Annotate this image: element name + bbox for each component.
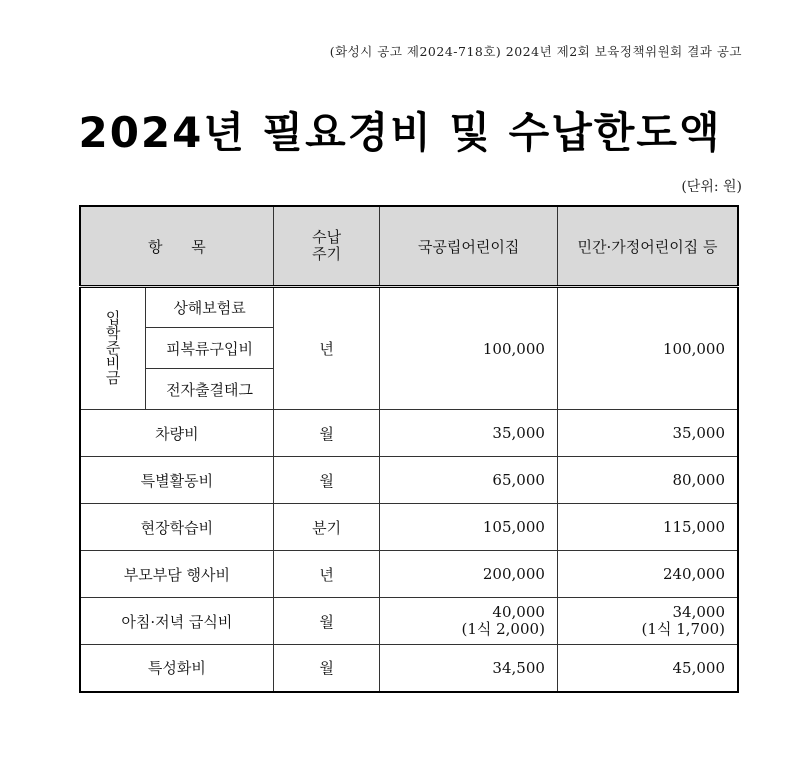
row-cycle: 분기 — [273, 504, 380, 551]
row-public — [380, 598, 558, 645]
header-public: 국공립어린이집 — [380, 206, 558, 287]
page-title: 2024년 필요경비 및 수납한도액 — [78, 108, 722, 157]
row-cycle: 월 — [273, 598, 380, 645]
row-item: 차량비 — [80, 410, 273, 457]
row-item: 현장학습비 — [80, 504, 273, 551]
header-cycle — [273, 206, 380, 287]
row-item: 특별활동비 — [80, 457, 273, 504]
table-row — [80, 551, 738, 598]
subitem-insurance: 상해보험료 — [146, 287, 274, 328]
subitem-attendance-tag: 전자출결태그 — [146, 369, 274, 410]
table-row — [80, 410, 738, 457]
row-item: 부모부담 행사비 — [80, 551, 273, 598]
table-row — [80, 645, 738, 692]
row-private — [557, 598, 738, 645]
row-private: 35,000 — [557, 410, 738, 457]
header-private: 민간·가정어린이집 등 — [557, 206, 738, 287]
notice-reference: (화성시 공고 제2024-718호) 2024년 제2회 보육정책위원회 결과 공고 — [329, 44, 742, 59]
row-public-note: (1식 2,000) — [461, 620, 545, 638]
row-public: 35,000 — [380, 410, 558, 457]
row-private-value: 34,000 — [672, 603, 725, 621]
group-label: 입 학 준 비 금 — [80, 287, 146, 410]
row-cycle: 월 — [273, 645, 380, 692]
group-private: 100,000 — [557, 287, 738, 410]
row-item: 아침·저녁 급식비 — [80, 598, 273, 645]
table-header-row — [80, 206, 738, 287]
fee-table — [79, 205, 739, 693]
header-cycle-line2: 주기 — [312, 245, 342, 263]
table-row — [80, 504, 738, 551]
header-item: 항 목 — [80, 206, 273, 287]
header-cycle-line1: 수납 — [312, 228, 342, 246]
row-public: 34,500 — [380, 645, 558, 692]
row-private-note: (1식 1,700) — [641, 620, 725, 638]
row-cycle: 월 — [273, 457, 380, 504]
group-public: 100,000 — [380, 287, 558, 410]
row-private: 115,000 — [557, 504, 738, 551]
group-cycle: 년 — [273, 287, 380, 410]
table-row — [80, 598, 738, 645]
row-cycle: 년 — [273, 551, 380, 598]
row-private: 45,000 — [557, 645, 738, 692]
row-item: 특성화비 — [80, 645, 273, 692]
table-row — [80, 287, 738, 328]
row-public: 65,000 — [380, 457, 558, 504]
row-private: 240,000 — [557, 551, 738, 598]
subitem-clothing: 피복류구입비 — [146, 328, 274, 369]
unit-label: (단위: 원) — [681, 179, 742, 195]
row-private: 80,000 — [557, 457, 738, 504]
table-row — [80, 457, 738, 504]
row-public-value: 40,000 — [492, 603, 545, 621]
row-public: 105,000 — [380, 504, 558, 551]
row-public: 200,000 — [380, 551, 558, 598]
row-cycle: 월 — [273, 410, 380, 457]
